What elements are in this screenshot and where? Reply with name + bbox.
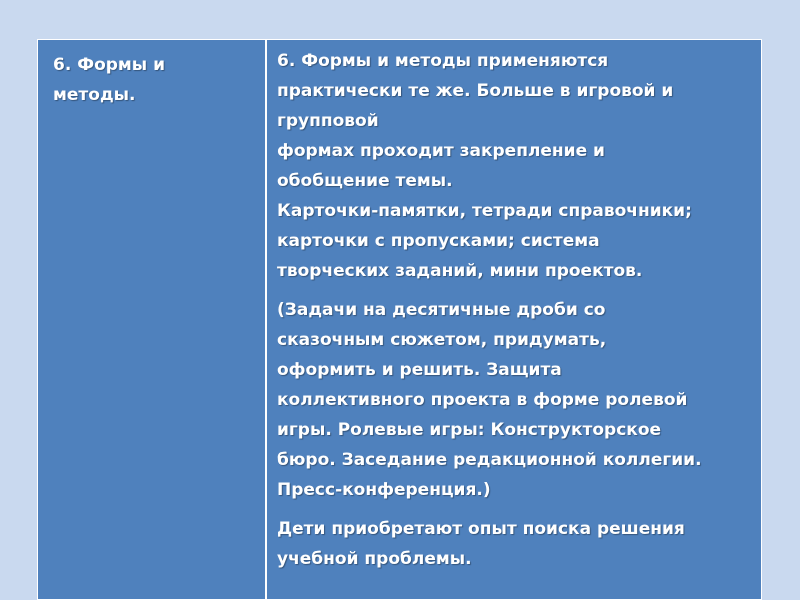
topic-line: 6. Формы и [53,55,166,75]
description-paragraph [277,46,751,286]
description-paragraph [277,295,751,505]
text-line: карточки с пропусками; система [277,231,600,251]
text-line: игры. Ролевые игры: Конструкторское [277,420,662,440]
text-line: Пресс-конференция.) [277,480,491,500]
text-line: практически те же. Больше в игровой и [277,81,674,101]
text-line: (Задачи на десятичные дроби со [277,300,606,320]
text-line: оформить и решить. Защита [277,360,562,380]
content-table [37,39,762,600]
text-line: творческих заданий, мини проектов. [277,261,643,281]
topic-line: методы. [53,85,136,105]
text-line: 6. Формы и методы применяются [277,51,609,71]
table-cell-topic [38,40,267,599]
text-line: сказочным сюжетом, придумать, [277,330,607,350]
text-line: Дети приобретают опыт поиска решения [277,519,685,539]
text-line: формах проходит закрепление и [277,141,605,161]
text-line: Карточки-памятки, тетради справочники; [277,201,692,221]
table-cell-description [267,40,761,599]
text-line: бюро. Заседание редакционной коллегии. [277,450,702,470]
text-line: обобщение темы. [277,171,453,191]
text-line: групповой [277,111,379,131]
text-line: учебной проблемы. [277,549,472,569]
description-paragraph [277,514,751,574]
text-line: коллективного проекта в форме ролевой [277,390,688,410]
